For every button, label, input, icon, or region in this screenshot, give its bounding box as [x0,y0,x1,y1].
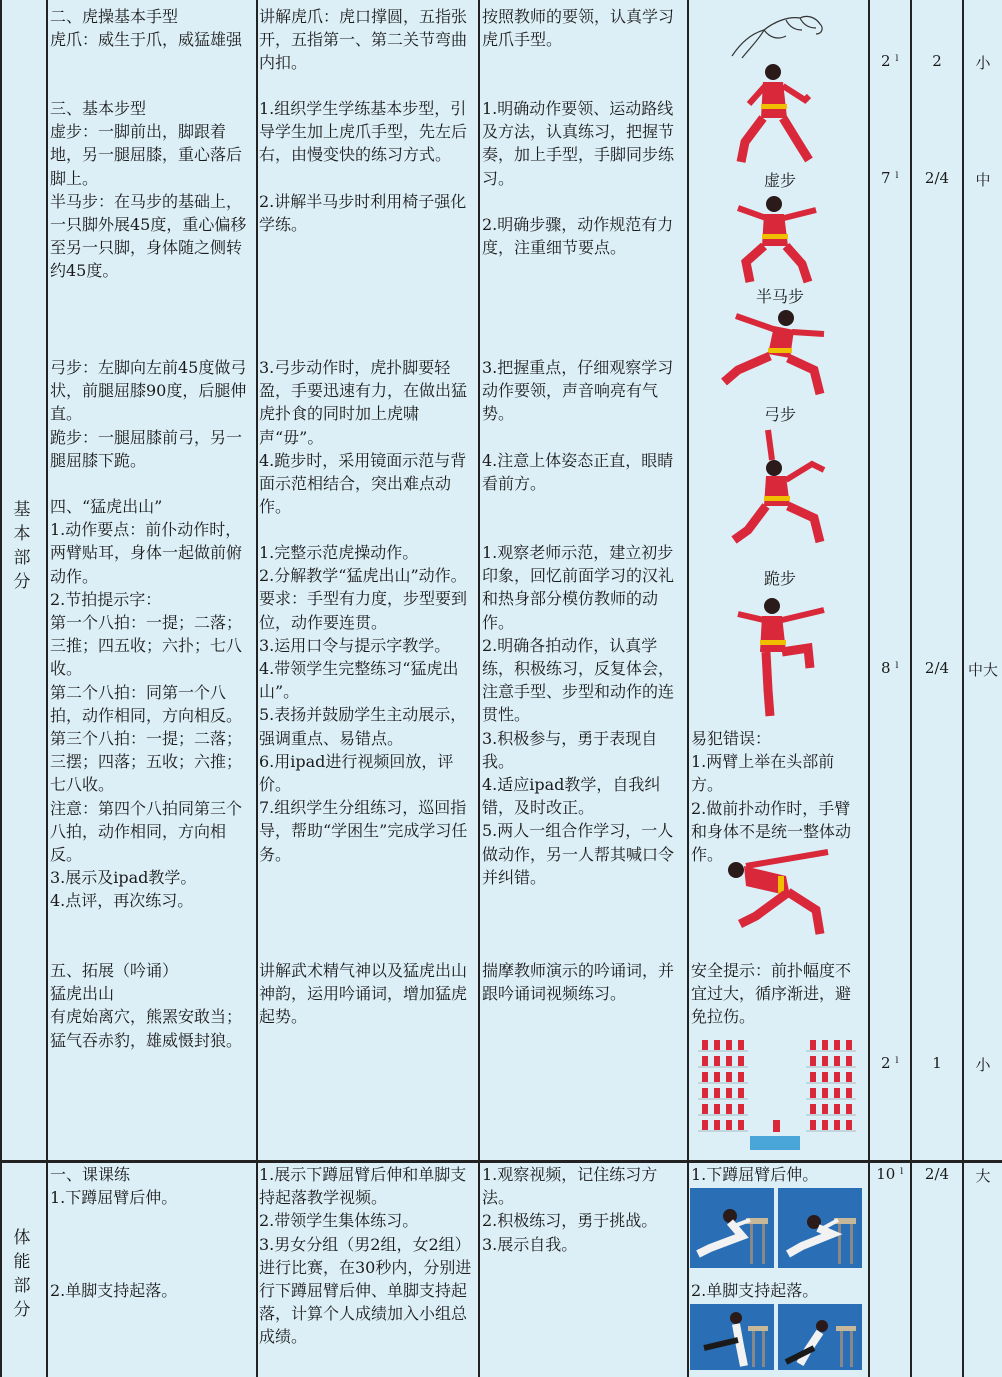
half-horse-stance-figure [728,190,828,286]
kneel-stance-figure [726,424,836,550]
caption-half-horse-stance: 半马步 [755,287,804,306]
student-extension-recite: 揣摩教师演示的吟诵词，并跟吟诵词视频练习。 [482,961,675,1004]
fitness-label-single-leg: 2.单脚支持起落。 [691,1281,819,1300]
fitness-teacher: 1.展示下蹲屈臂后伸和单脚支持起落教学视频。 2.带领学生集体练习。 3.男女分组（男2组，女2组）进行比赛，在30秒内，分别进行下蹲屈臂后伸、单脚支持起落，计算个人成绩加入小组总成绩。 [259,1165,472,1347]
time-row-3: 8 ˡ [881,659,899,677]
caption-bow-stance: 弓步 [763,405,796,424]
teacher-tiger-leaves-mountain: 1.完整示范虎操动作。 2.分解教学“猛虎出山”动作。 要求：手型有力度，步型要到位，动作要连贯。 3.运用口令与提示字教学。 4.带领学生完整练习“猛虎出山”。 5.表扬并鼓励学生主动展示，强调重点、易错点。 6.用ipad进行视频回放，评价。 7.组织学生分组练习，巡回指导，帮助“学困生”完成学习任务。 [259,543,468,864]
load-row-1: 小 [975,54,991,72]
load-fitness: 大 [975,1167,991,1185]
teacher-basic-stances: 1.组织学生学练基本步型，引导学生加上虎爪手型，先左后右，由慢变快的练习方式。 2.讲解半马步时利用椅子强化学练。 [259,99,468,235]
times-row-1: 2 [932,52,942,70]
section-label-basic: 基 本 部 分 [13,500,31,592]
fitness-student: 1.观察视频，记住练习方法。 2.积极练习，勇于挑战。 3.展示自我。 [482,1165,658,1254]
student-basic-stances: 1.明确动作要领、运动路线及方法，认真练习，把握节奏，加上手型，手脚同步练习。 2.明确步骤，动作规范有力度，注重细节要点。 [482,99,675,258]
squat-dip-photos [690,1188,862,1268]
teacher-extension-recite: 讲解武术精气神以及猛虎出山神韵，运用吟诵词，增加猛虎起势。 [259,961,468,1027]
fitness-content: 一、课课练 1.下蹲屈臂后伸。 2.单脚支持起落。 [50,1165,178,1301]
times-row-4: 1 [932,1054,942,1072]
bow-stance-figure [716,304,836,400]
time-fitness: 10 ˡ [876,1165,904,1183]
caption-empty-stance: 虚步 [763,171,796,190]
student-tiger-leaves-mountain: 1.观察老师示范，建立初步印象，回忆前面学习的汉礼和热身部分模仿教师的动作。 2.明确各拍动作，认真学练，积极练习，反复体会，注意手型、步型和动作的连贯性。 3.积极参与，勇于表现自我。 4.适应ipad教学，自我纠错，及时改正。 5.两人一组合作学习，一人做动作，另一人帮其喊口令并纠错。 [482,543,675,887]
times-row-3: 2/4 [924,659,950,677]
load-row-4: 小 [975,1056,991,1074]
student-hand-form: 按照教师的要领，认真学习虎爪手型。 [482,7,675,50]
table-border [687,0,689,1377]
times-fitness: 2/4 [924,1165,950,1183]
load-row-2: 中 [975,171,991,189]
content-hand-form: 二、虎操基本手型 虎爪：威生于爪，威猛雄强 [50,7,243,50]
safety-tip: 安全提示：前扑幅度不宜过大，循序渐进，避免拉伤。 [691,961,852,1027]
teacher-bow-kneel-stance: 3.弓步动作时，虎扑脚要轻盈，手要迅速有力，在做出猛虎扑食的同时加上虎啸声“毋”。 4.跪步时，采用镜面示范与背面示范相结合，突出难点动作。 [259,358,468,517]
times-row-2: 2/4 [924,169,950,187]
tiger-claw-hand-drawing [730,8,830,60]
table-border [46,0,48,1377]
table-border [478,0,480,1377]
student-bow-kneel-stance: 3.把握重点，仔细观察学习动作要领，声音响亮有气势。 4.注意上体姿态正直，眼睛看前方。 [482,358,674,494]
common-errors: 易犯错误： 1.两臂上举在头部前方。 2.做前扑动作时，手臂和身体不是统一整体动作。 [691,729,852,865]
forward-pounce-figure [716,846,846,946]
time-row-4: 2 ˡ [881,1054,899,1072]
table-border [256,0,258,1377]
teacher-hand-form: 讲解虎爪：虎口撑圆，五指张开，五指第一、第二关节弯曲内扣。 [259,7,468,73]
content-bow-kneel-stance: 弓步：左脚向左前45度做弓状，前腿屈膝90度，后腿伸直。 跪步：一腿屈膝前弓，另一腿屈膝下跪。 [50,358,247,470]
empty-stance-figure [735,60,825,168]
section-label-fitness: 体 能 部 分 [13,1228,31,1320]
fitness-label-squat: 1.下蹲屈臂后伸。 [691,1165,819,1184]
time-row-2: 7 ˡ [881,169,899,187]
content-tiger-leaves-mountain: 四、“猛虎出山” 1.动作要点：前仆动作时，两臂贴耳，身体一起做前俯动作。 2.节拍提示字： 第一个八拍：一提；二落；三推；四五收；六扑；七八收。 第二个八拍：同第一个八拍，动作相同，方向相反。 第三个八拍：一提；二落；三摆；四落；五收；六推；七八收。 注意：第四个八拍同第三个八拍，动作相同，方向相反。 3.展示及ipad教学。 4.点评，再次练习。 [50,497,243,911]
content-basic-stances: 三、基本步型 虚步：一脚前出，脚跟着地，另一腿屈膝，重心落后脚上。 半马步：在马步的基础上，一只脚外展45度，重心偏移至另一只脚，身体随之侧转约45度。 [50,99,247,281]
formation-diagram [694,1036,860,1154]
content-extension-recite: 五、拓展（吟诵） 猛虎出山 有虎始离穴，熊罴安敢当； 猛气吞赤豹，雄威慑封狼。 [50,961,243,1050]
load-row-3: 中大 [967,661,998,679]
caption-kneel-stance: 跪步 [763,569,796,588]
time-row-1: 2 ˡ [881,52,899,70]
tiger-form-figure [728,594,838,720]
single-leg-photos [690,1304,862,1370]
table-border [0,0,2,1377]
